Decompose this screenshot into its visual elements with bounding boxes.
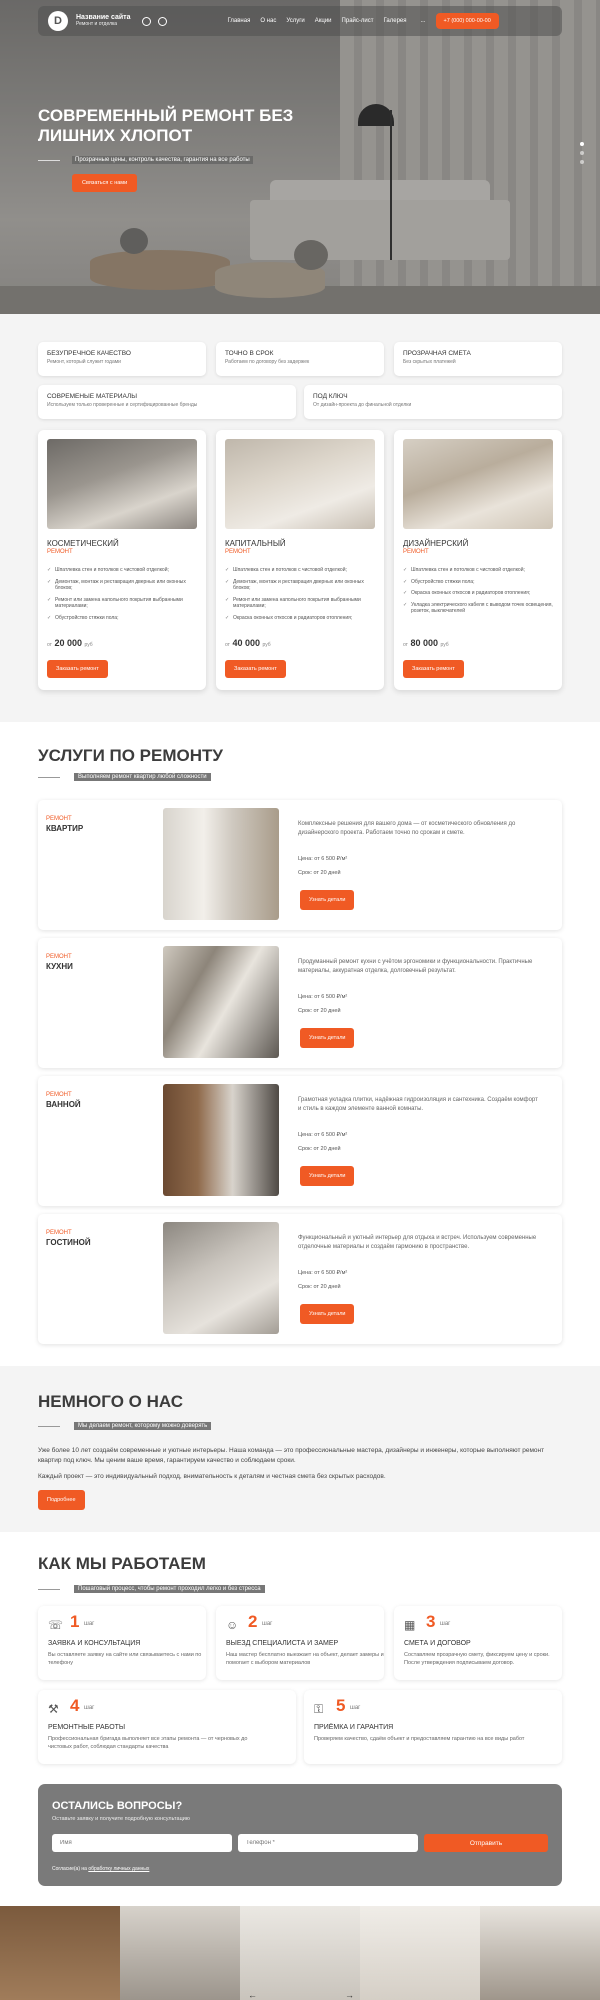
list-item: ✓ Шпатлевка стен и потолков с чистовой отделкой; — [225, 567, 375, 574]
service-term: Срок: от 20 дней — [298, 1008, 341, 1014]
nav-item-pricelist[interactable]: Прайс-лист — [341, 18, 374, 24]
nav-item-promos[interactable]: Акции — [314, 18, 332, 24]
arrow-right-icon[interactable]: → — [345, 1990, 354, 2000]
phone-input[interactable] — [238, 1834, 418, 1852]
service-card — [38, 1076, 562, 1206]
service-kicker: РЕМОНТ — [46, 1092, 72, 1098]
list-item: ✓ Окраска оконных откосов и радиаторов отопления; — [225, 615, 375, 622]
nav-item-services[interactable]: Услуги — [286, 18, 305, 24]
hammer-icon: ⚒ — [48, 1702, 59, 1716]
step-word: шаг — [262, 1621, 273, 1627]
phone-button[interactable]: +7 (000) 000-00-00 — [436, 13, 499, 29]
list-item: ✓ Укладка электрического кабеля с выводом точек освещения, розеток, выключателей — [403, 602, 553, 615]
consent-prefix: Согласие(а) на — [52, 1866, 87, 1872]
service-image — [163, 1084, 279, 1196]
package-features — [403, 567, 553, 615]
feature-title: ПРОЗРАЧНАЯ СМЕТА — [403, 350, 471, 357]
contact-us-button[interactable]: Связаться с нами — [72, 174, 137, 192]
name-input[interactable] — [52, 1834, 232, 1852]
service-card — [38, 938, 562, 1068]
nav-item-gallery[interactable]: Галерея — [383, 18, 407, 24]
hero-divider — [38, 160, 60, 161]
service-price: Цена: от 6 500 ₽/м² — [298, 1270, 348, 1276]
site-tagline: Ремонт и отделка — [76, 21, 118, 28]
list-item: ✓ Окраска оконных откосов и радиаторов отопления; — [403, 590, 553, 597]
social-links — [142, 17, 167, 26]
service-term: Срок: от 20 дней — [298, 870, 341, 876]
more-menu[interactable]: ... — [420, 18, 426, 24]
service-price: Цена: от 6 500 ₽/м² — [298, 1132, 348, 1138]
more-button[interactable]: Подробнее — [38, 1490, 85, 1510]
service-card — [38, 1214, 562, 1344]
step-desc: Профессиональная бригада выполняет все этапы ремонта — от черновых до чистовых работ, соблюдая стандарты качества — [48, 1736, 248, 1750]
package-price — [47, 638, 93, 648]
service-desc: Грамотная укладка плитки, надёжная гидроизоляция и сантехника. Создаём комфорт и стиль в каждом элементе ванной комнаты. — [298, 1097, 538, 1112]
process-step — [38, 1690, 296, 1764]
price-prefix: от — [403, 642, 408, 648]
services-subtitle: Выполняем ремонт квартир любой сложности — [74, 773, 211, 781]
step-number: 2 — [248, 1612, 258, 1631]
cta-subtitle: Оставьте заявку и получите подробную консультацию — [52, 1816, 190, 1822]
package-sub: РЕМОНТ — [403, 549, 429, 555]
person-icon: ☺ — [226, 1618, 239, 1632]
gallery-image[interactable] — [240, 1906, 360, 2000]
process-step — [394, 1606, 562, 1680]
price-prefix: от — [225, 642, 230, 648]
package-sub: РЕМОНТ — [47, 549, 73, 555]
about-subtitle: Мы делаем ремонт, которому можно доверять — [74, 1422, 211, 1430]
gallery-image[interactable] — [120, 1906, 240, 2000]
package-features — [47, 567, 197, 621]
package-image — [225, 439, 375, 529]
step-title: ЗАЯВКА И КОНСУЛЬТАЦИЯ — [48, 1640, 141, 1647]
gallery-strip — [0, 1906, 600, 2000]
package-price — [403, 638, 449, 648]
package-sub: РЕМОНТ — [225, 549, 251, 555]
step-desc: Вы оставляете заявку на сайте или связываетесь с нами по телефону — [48, 1652, 202, 1666]
slider-dot[interactable] — [580, 160, 584, 164]
service-name: КУХНИ — [46, 962, 73, 971]
service-price: Цена: от 6 500 ₽/м² — [298, 856, 348, 862]
price-value: 20 000 — [54, 638, 83, 648]
service-image — [163, 1222, 279, 1334]
step-word: шаг — [440, 1621, 451, 1627]
price-prefix: от — [47, 642, 52, 648]
feature-desc: Без скрытых платежей — [403, 359, 456, 365]
step-title: ПРИЁМКА И ГАРАНТИЯ — [314, 1724, 394, 1731]
service-kicker: РЕМОНТ — [46, 1230, 72, 1236]
list-item: ✓ Обустройство стяжки пола; — [47, 615, 197, 622]
package-card — [394, 430, 562, 690]
privacy-link[interactable]: обработку личных данных — [88, 1866, 150, 1872]
top-nav-bar — [38, 6, 562, 36]
list-item: ✓ Демонтаж, монтаж и реставрация дверных или оконных блоков; — [225, 579, 375, 592]
about-paragraph: Каждый проект — это индивидуальный подход, внимательность к деталям и честная смета без скрытых расходов. — [38, 1473, 386, 1480]
step-desc: Наш мастер бесплатно выезжает на объект, делает замеры и помогает с выбором материалов — [226, 1652, 384, 1666]
learn-details-button[interactable]: Узнать детали — [300, 1166, 354, 1186]
submit-button[interactable]: Отправить — [424, 1834, 548, 1852]
service-desc: Комплексные решения для вашего дома — от косметического обновления до дизайнерского проекта. Работаем точно по срокам и смете. — [298, 821, 516, 836]
feature-desc: От дизайн-проекта до финальной отделки — [313, 402, 412, 408]
service-desc: Продуманный ремонт кухни с учётом эргономики и функциональности. Практичные материалы, аккуратная отделка, долговечный результат. — [298, 959, 533, 974]
package-image — [403, 439, 553, 529]
telegram-icon[interactable] — [158, 17, 167, 26]
process-step — [304, 1690, 562, 1764]
service-price: Цена: от 6 500 ₽/м² — [298, 994, 348, 1000]
price-value: 40 000 — [232, 638, 261, 648]
feature-title: СОВРЕМЕНЫЕ МАТЕРИАЛЫ — [47, 393, 138, 400]
service-kicker: РЕМОНТ — [46, 816, 72, 822]
service-name: КВАРТИР — [46, 824, 84, 833]
cta-title: ОСТАЛИСЬ ВОПРОСЫ? — [52, 1800, 183, 1812]
package-name: КАПИТАЛЬНЫЙ — [225, 539, 286, 548]
price-value: 80 000 — [410, 638, 439, 648]
hero-slider-dots — [580, 142, 584, 164]
process-title: КАК МЫ РАБОТАЕМ — [38, 1554, 206, 1573]
service-image — [163, 808, 279, 920]
service-term: Срок: от 20 дней — [298, 1284, 341, 1290]
gallery-image[interactable] — [360, 1906, 480, 2000]
section-divider — [38, 1426, 60, 1427]
section-divider — [38, 1589, 60, 1590]
price-currency: руб — [440, 642, 449, 648]
step-desc: Проверяем качество, сдаём объект и предоставляем гарантию на все виды работ — [314, 1736, 525, 1742]
list-item: ✓ Шпатлевка стен и потолков с чистовой отделкой; — [403, 567, 553, 574]
order-repair-button[interactable]: Заказать ремонт — [47, 660, 108, 678]
feature-card — [38, 342, 206, 376]
price-currency: руб — [262, 642, 271, 648]
feature-card — [216, 342, 384, 376]
step-number: 5 — [336, 1696, 346, 1715]
list-item: ✓ Ремонт или замена напольного покрытия выбранными материалами; — [225, 597, 375, 610]
contact-form-card — [38, 1784, 562, 1886]
service-image — [163, 946, 279, 1058]
package-features — [225, 567, 375, 621]
feature-card — [38, 385, 296, 419]
learn-details-button[interactable]: Узнать детали — [300, 890, 354, 910]
service-desc: Функциональный и уютный интерьер для отдыха и встреч. Используем современные отделочные материалы и создаём гармонию в пространстве. — [298, 1235, 537, 1250]
hero-title: СОВРЕМЕННЫЙ РЕМОНТ БЕЗ ЛИШНИХ ХЛОПОТ — [38, 106, 294, 145]
step-word: шаг — [350, 1705, 361, 1711]
services-title: УСЛУГИ ПО РЕМОНТУ — [38, 746, 223, 765]
price-currency: руб — [84, 642, 93, 648]
list-item: ✓ Ремонт или замена напольного покрытия выбранными материалами; — [47, 597, 197, 610]
service-card — [38, 800, 562, 930]
feature-desc: Используем только проверенные и сертифицированные бренды — [47, 402, 198, 408]
key-icon: ⚿ — [314, 1702, 324, 1716]
process-step — [216, 1606, 384, 1680]
slider-dot[interactable] — [580, 142, 584, 146]
feature-desc: Ремонт, который служит годами — [47, 359, 121, 365]
feature-title: БЕЗУПРЕЧНОЕ КАЧЕСТВО — [47, 350, 131, 357]
nav-item-home[interactable]: Главная — [227, 18, 251, 24]
gallery-image[interactable] — [480, 1906, 600, 2000]
service-name: ГОСТИНОЙ — [46, 1238, 91, 1247]
consent-text — [52, 1866, 149, 1872]
headset-icon: ☏ — [48, 1618, 64, 1632]
list-item: ✓ Шпатлевка стен и потолков с чистовой отделкой; — [47, 567, 197, 574]
service-term: Срок: от 20 дней — [298, 1146, 341, 1152]
calculator-icon: ▦ — [404, 1618, 416, 1632]
process-step — [38, 1606, 206, 1680]
step-number: 4 — [70, 1696, 80, 1715]
feature-desc: Работаем по договору без задержек — [225, 359, 310, 365]
brand — [76, 14, 130, 27]
step-word: шаг — [84, 1621, 95, 1627]
package-card — [38, 430, 206, 690]
process-subtitle: Пошаговый процесс, чтобы ремонт проходил легко и без стресса — [74, 1585, 265, 1593]
step-word: шаг — [84, 1705, 95, 1711]
service-name: ВАННОЙ — [46, 1100, 81, 1109]
step-title: ВЫЕЗД СПЕЦИАЛИСТА И ЗАМЕР — [226, 1640, 339, 1647]
service-kicker: РЕМОНТ — [46, 954, 72, 960]
main-nav — [227, 18, 406, 24]
site-logo[interactable]: D — [48, 11, 68, 31]
package-image — [47, 439, 197, 529]
feature-title: ПОД КЛЮЧ — [313, 393, 348, 400]
gallery-image[interactable] — [0, 1906, 120, 2000]
feature-card — [304, 385, 562, 419]
package-name: КОСМЕТИЧЕСКИЙ — [47, 539, 119, 548]
hero-subtitle: Прозрачные цены, контроль качества, гарантия на все работы — [72, 156, 253, 164]
arrow-left-icon[interactable]: ← — [248, 1990, 257, 2000]
order-repair-button[interactable]: Заказать ремонт — [403, 660, 464, 678]
list-item: ✓ Демонтаж, монтаж и реставрация дверных или оконных блоков; — [47, 579, 197, 592]
package-name: ДИЗАЙНЕРСКИЙ — [403, 539, 469, 548]
package-price — [225, 638, 271, 648]
step-title: СМЕТА И ДОГОВОР — [404, 1640, 471, 1647]
package-card — [216, 430, 384, 690]
site-name: Название сайта — [76, 14, 131, 22]
about-title: НЕМНОГО О НАС — [38, 1392, 183, 1411]
step-desc: Составляем прозрачную смету, фиксируем цену и сроки. После утверждения подписываем договор. — [404, 1652, 550, 1666]
order-repair-button[interactable]: Заказать ремонт — [225, 660, 286, 678]
learn-details-button[interactable]: Узнать детали — [300, 1028, 354, 1048]
step-number: 3 — [426, 1612, 436, 1631]
feature-card — [394, 342, 562, 376]
feature-title: ТОЧНО В СРОК — [225, 350, 274, 357]
list-item: ✓ Обустройство стяжки пола; — [403, 579, 553, 586]
slider-dot[interactable] — [580, 151, 584, 155]
whatsapp-icon[interactable] — [142, 17, 151, 26]
about-paragraph: Уже более 10 лет создаём современные и уютные интерьеры. Наша команда — это профессиональные мастера, дизайнеры и инженеры, которые выполняют ремонт квартир под ключ. Мы ценим ваше время, гарантируем качество и соблюдаем сроки. — [38, 1447, 545, 1464]
step-number: 1 — [70, 1612, 80, 1631]
step-title: РЕМОНТНЫЕ РАБОТЫ — [48, 1724, 126, 1731]
learn-details-button[interactable]: Узнать детали — [300, 1304, 354, 1324]
nav-item-about[interactable]: О нас — [260, 18, 277, 24]
section-divider — [38, 777, 60, 778]
